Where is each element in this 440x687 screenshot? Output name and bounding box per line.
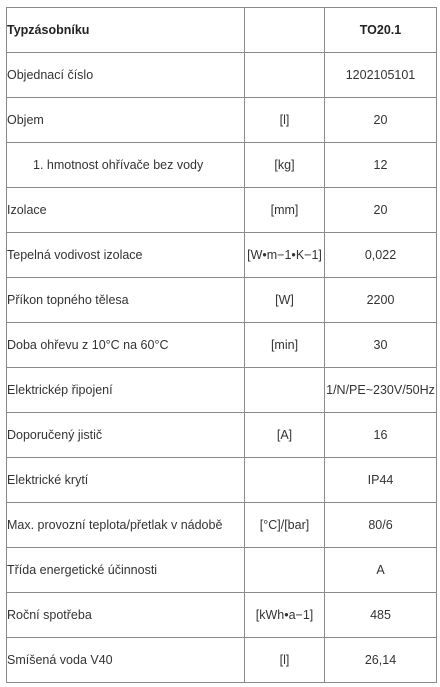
table-row [7,188,437,233]
param-unit-cell [245,548,325,593]
header-name-cell: Typzásobníku [7,8,245,53]
table-row [7,143,437,188]
param-unit-cell [245,458,325,503]
param-value-cell: 0,022 [325,233,437,278]
param-value-cell: 20 [325,98,437,143]
param-unit-cell [245,368,325,413]
param-unit-cell: [min] [245,323,325,368]
param-name-cell: Objednací číslo [7,53,245,98]
param-unit-cell: [mm] [245,188,325,233]
param-name-cell: Příkon topného tělesa [7,278,245,323]
param-value-cell: 2200 [325,278,437,323]
param-name-cell: Max. provozní teplota/přetlak v nádobě [7,503,245,548]
table-row [7,503,437,548]
table-row [7,638,437,683]
table-row [7,413,437,458]
table-row [7,458,437,503]
table-row [7,98,437,143]
param-name-cell: Tepelná vodivost izolace [7,233,245,278]
param-unit-cell: [°C]/[bar] [245,503,325,548]
param-value-cell: 26,14 [325,638,437,683]
table-row [7,593,437,638]
table-row [7,278,437,323]
table-row [7,323,437,368]
param-unit-cell: [kg] [245,143,325,188]
spec-table-body [7,8,437,683]
param-name-cell: Elektrickép řipojení [7,368,245,413]
param-value-cell: 20 [325,188,437,233]
param-value-cell: 1/N/PE~230V/50Hz [325,368,437,413]
spec-table [6,7,437,683]
param-name-cell: Objem [7,98,245,143]
param-unit-cell [245,53,325,98]
table-row [7,53,437,98]
param-value-cell: IP44 [325,458,437,503]
param-name-cell: Roční spotřeba [7,593,245,638]
param-value-cell: 1202105101 [325,53,437,98]
param-name-cell: Třída energetické účinnosti [7,548,245,593]
table-row [7,548,437,593]
param-value-cell: 12 [325,143,437,188]
table-header-row [7,8,437,53]
param-value-cell: 485 [325,593,437,638]
param-name-cell: Izolace [7,188,245,233]
table-row [7,233,437,278]
header-value-cell: TO20.1 [325,8,437,53]
param-value-cell: 16 [325,413,437,458]
param-unit-cell: [W•m−1•K−1] [245,233,325,278]
param-value-cell: 80/6 [325,503,437,548]
param-unit-cell: [A] [245,413,325,458]
table-row [7,368,437,413]
param-unit-cell: [kWh•a−1] [245,593,325,638]
param-unit-cell: [l] [245,98,325,143]
param-name-cell: Doba ohřevu z 10°C na 60°C [7,323,245,368]
header-unit-cell [245,8,325,53]
param-name-cell: Smíšená voda V40 [7,638,245,683]
param-name-cell: Doporučený jistič [7,413,245,458]
param-name-cell: 1. hmotnost ohřívače bez vody [7,143,245,188]
param-unit-cell: [W] [245,278,325,323]
param-unit-cell: [l] [245,638,325,683]
param-name-cell: Elektrické krytí [7,458,245,503]
param-value-cell: A [325,548,437,593]
param-value-cell: 30 [325,323,437,368]
